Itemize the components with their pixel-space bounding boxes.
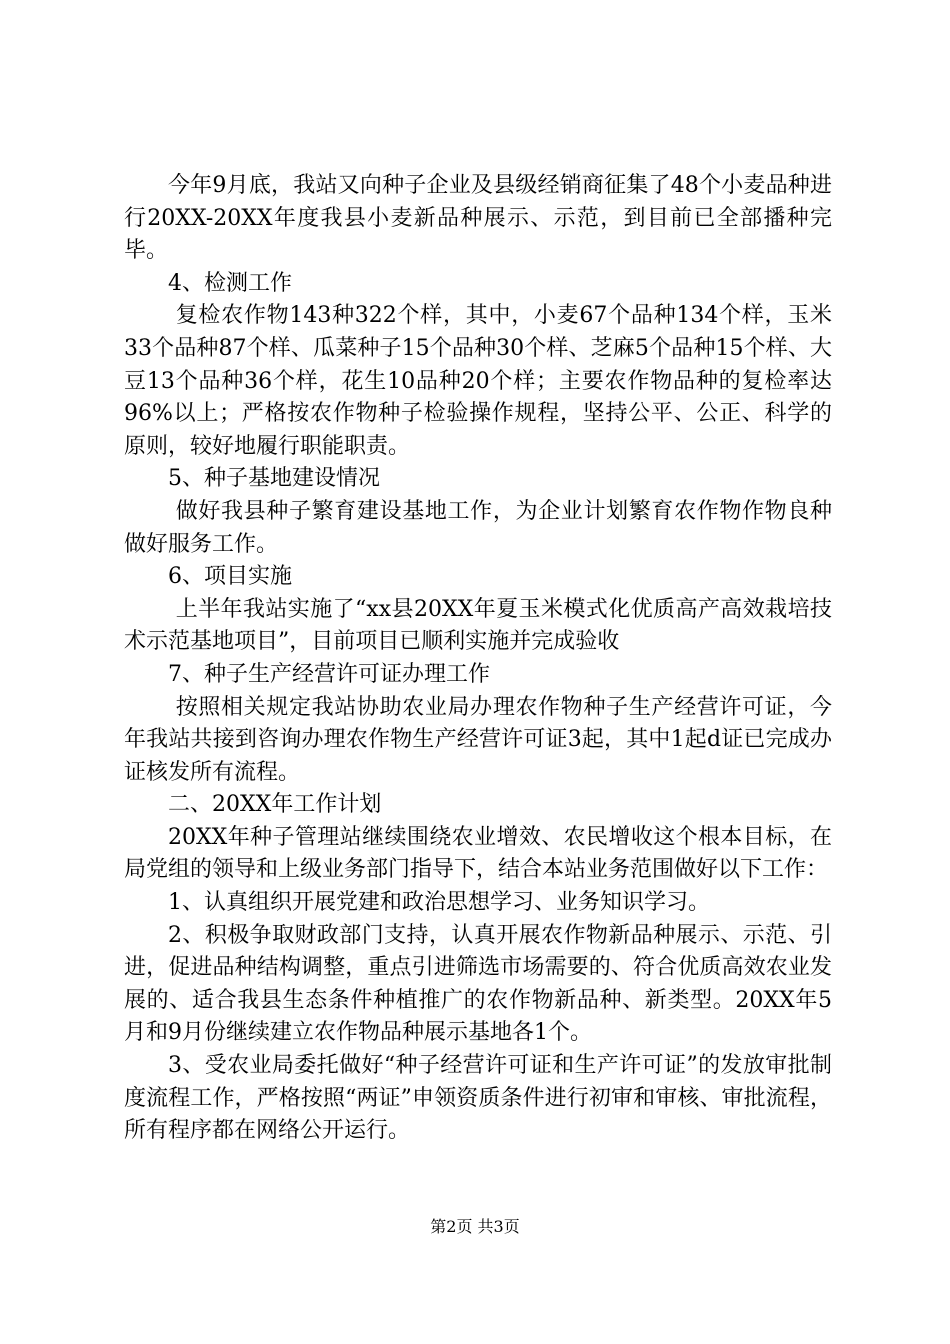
- heading-work-plan: 二、20XX年工作计划: [168, 792, 382, 818]
- paragraph-project: 上半年我站实施了“xx县20XX年夏玉米模式化优质高产高效栽培技术示范基地项目”，目前项目已顺利实施并完成验收: [124, 596, 832, 655]
- heading-project: 6、项目实施: [168, 564, 292, 590]
- paragraph-wheat-display: 今年9月底，我站又向种子企业及县级经销商征集了48个小麦品种进行20XX-20XX年度我县小麦新品种展示、示范，到目前已全部播种完毕。: [124, 173, 832, 264]
- heading-seed-base: 5、种子基地建设情况: [168, 466, 380, 492]
- heading-license: 7、种子生产经营许可证办理工作: [168, 661, 490, 687]
- paragraph-seed-base: 做好我县种子繁育建设基地工作，为企业计划繁育农作物作物良种做好服务工作。: [124, 498, 832, 557]
- paragraph-plan-item-2: 2、积极争取财政部门支持，认真开展农作物新品种展示、示范、引进，促进品种结构调整，重点引进筛选市场需要的、符合优质高效农业发展的、适合我县生态条件种植推广的农作物新品种、新类型。20XX年5月和9月份继续建立农作物品种展示基地各1个。: [124, 922, 832, 1046]
- page-footer: 第2页 共3页: [430, 1217, 520, 1236]
- paragraph-testing-details: 复检农作物143种322个样，其中，小麦67个品种134个样，玉米33个品种87个样、瓜菜种子15个品种30个样、芝麻5个品种15个样、大豆13个品种36个样，花生10品种20个样；主要农作物品种的复检率达96%以上；严格按农作物种子检验操作规程，坚持公平、公正、科学的原则，较好地履行职能职责。: [124, 303, 832, 459]
- paragraph-plan-item-3: 3、受农业局委托做好“种子经营许可证和生产许可证”的发放审批制度流程工作，严格按照“两证”申领资质条件进行初审和审核、审批流程，所有程序都在网络公开运行。: [124, 1053, 832, 1144]
- document-body: [124, 170, 832, 1148]
- paragraph-plan-item-1: 1、认真组织开展党建和政治思想学习、业务知识学习。: [168, 890, 710, 916]
- paragraph-work-plan-intro: 20XX年种子管理站继续围绕农业增效、农民增收这个根本目标，在局党组的领导和上级业务部门指导下，结合本站业务范围做好以下工作：: [124, 824, 832, 883]
- heading-testing-work: 4、检测工作: [168, 270, 292, 296]
- paragraph-license: 按照相关规定我站协助农业局办理农作物种子生产经营许可证，今年我站共接到咨询办理农作物生产经营许可证3起，其中1起d证已完成办证核发所有流程。: [124, 694, 832, 785]
